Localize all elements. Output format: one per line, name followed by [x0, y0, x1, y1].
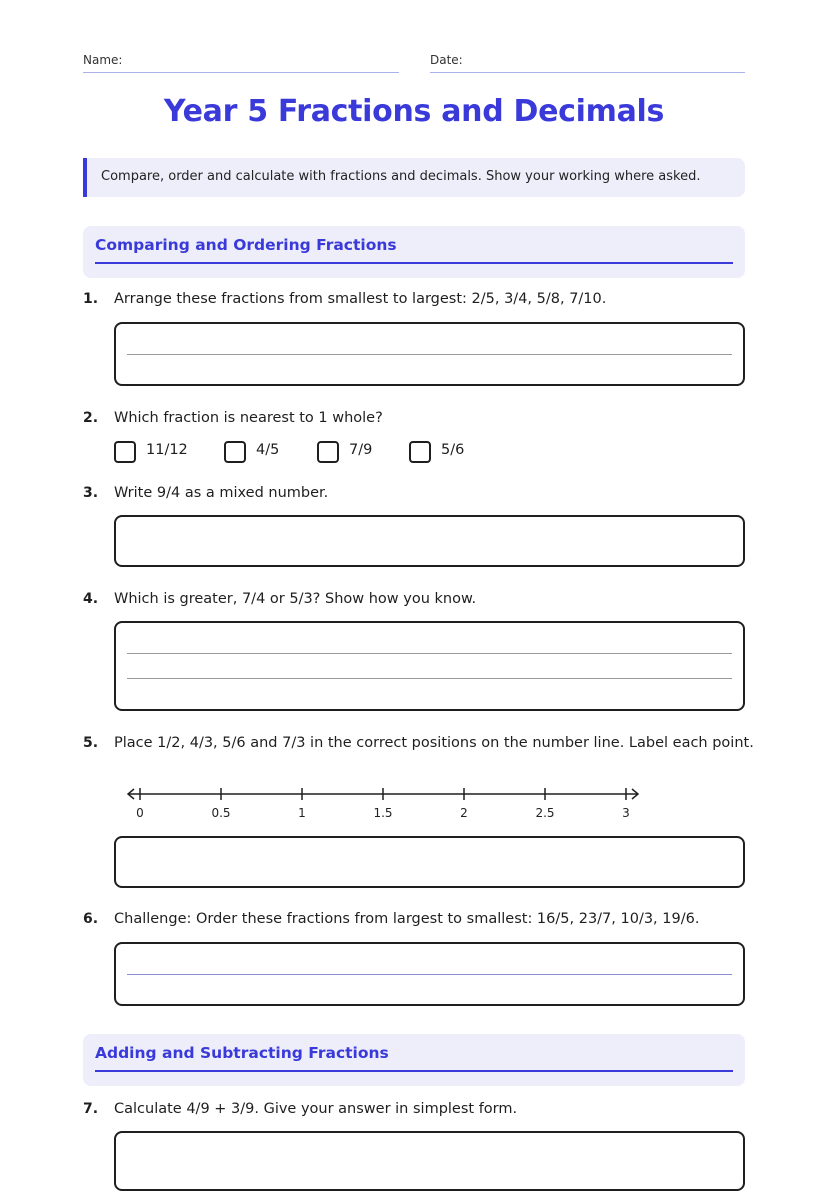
date-field[interactable]	[430, 72, 745, 73]
number-line-label: 2.5	[535, 806, 555, 820]
writing-line	[127, 974, 732, 975]
answer-box-q3[interactable]	[114, 515, 745, 567]
section-title: Adding and Subtracting Fractions	[95, 1044, 389, 1062]
intro-text: Compare, order and calculate with fractions and decimals. Show your working where asked.	[101, 169, 701, 184]
section-rule	[95, 1070, 733, 1072]
option-label: 4/5	[256, 442, 280, 458]
answer-box-q4[interactable]	[114, 621, 745, 711]
number-line-label: 1.5	[373, 806, 393, 820]
option-label: 7/9	[349, 442, 373, 458]
question-text: Which fraction is nearest to 1 whole?	[114, 410, 383, 426]
answer-box-q1[interactable]	[114, 322, 745, 386]
answer-box-q6[interactable]	[114, 942, 745, 1006]
question-text: Place 1/2, 4/3, 5/6 and 7/3 in the correct positions on the number line. Label each point.	[114, 735, 754, 751]
option-label: 11/12	[146, 442, 188, 458]
question-number: 5.	[83, 735, 99, 751]
question-text: Calculate 4/9 + 3/9. Give your answer in simplest form.	[114, 1101, 518, 1117]
writing-line	[127, 354, 732, 355]
question-text: Write 9/4 as a mixed number.	[114, 485, 329, 501]
writing-line	[127, 678, 732, 679]
question-number: 7.	[83, 1101, 99, 1117]
answer-box-q5[interactable]	[114, 836, 745, 888]
option-checkbox[interactable]	[317, 441, 339, 463]
question-number: 3.	[83, 485, 99, 501]
option-checkbox[interactable]	[114, 441, 136, 463]
question-number: 6.	[83, 911, 99, 927]
section-rule	[95, 262, 733, 264]
section-adding-subtracting	[83, 1034, 745, 1086]
question-text: Challenge: Order these fractions from largest to smallest: 16/5, 23/7, 10/3, 19/6.	[114, 911, 700, 927]
name-field[interactable]	[83, 72, 399, 73]
intro-panel	[83, 158, 745, 197]
option-label: 5/6	[441, 442, 465, 458]
section-title: Comparing and Ordering Fractions	[95, 236, 397, 254]
option-checkbox[interactable]	[224, 441, 246, 463]
question-number: 2.	[83, 410, 99, 426]
number-line-label: 0.5	[211, 806, 231, 820]
page-title: Year 5 Fractions and Decimals	[163, 94, 665, 129]
number-line	[120, 780, 650, 808]
writing-line	[127, 653, 732, 654]
question-text: Which is greater, 7/4 or 5/3? Show how you know.	[114, 591, 477, 607]
name-label: Name:	[83, 53, 123, 67]
number-line-label: 2	[460, 806, 468, 820]
number-line-label: 1	[298, 806, 306, 820]
number-line-label: 3	[622, 806, 630, 820]
date-label: Date:	[430, 53, 463, 67]
question-text: Arrange these fractions from smallest to largest: 2/5, 3/4, 5/8, 7/10.	[114, 291, 607, 307]
number-line-label: 0	[136, 806, 144, 820]
number-line-labels	[0, 806, 828, 824]
question-number: 4.	[83, 591, 99, 607]
option-checkbox[interactable]	[409, 441, 431, 463]
section-comparing-ordering	[83, 226, 745, 278]
question-number: 1.	[83, 291, 99, 307]
answer-box-q7[interactable]	[114, 1131, 745, 1191]
